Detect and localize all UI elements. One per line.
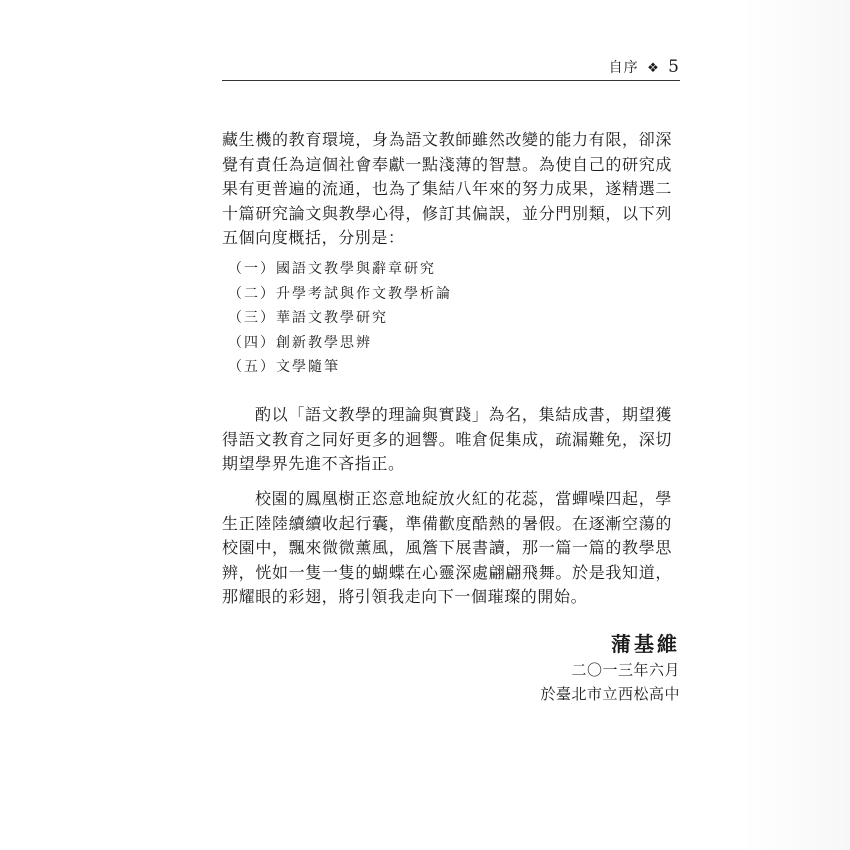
author-name: 蒲基維: [611, 632, 680, 656]
closing-paragraph: 校園的鳳凰樹正恣意地綻放火紅的花蕊，當蟬噪四起，學生正陸陸續續收起行囊，準備歡度酷熱的暑假。在逐漸空蕩的校園中，飄來微微薰風，風簷下展書讀，那一篇一篇的教學思辨，恍如一隻一隻的蝴蝶在心靈深處翩翩飛舞。於是我知道，那耀眼的彩翅，將引領我走向下一個璀璨的開始。: [222, 489, 672, 606]
category-item: （三）華語文教學研究: [228, 310, 388, 326]
section-title: 自序: [608, 60, 639, 76]
intro-paragraph: 藏生機的教育環境，身為語文教師雖然改變的能力有限，卻深覺有責任為這個社會奉獻一點淺薄的智慧。為使自己的研究成果有更普遍的流通，也為了集結八年來的努力成果，遂精選二十篇研究論文與教學心得，修訂其偏誤，並分門別類，以下列五個向度概括，分別是：: [222, 130, 672, 247]
signature-date: 二〇一三年六月: [571, 661, 680, 679]
category-item: （二）升學考試與作文教學析論: [228, 285, 452, 302]
signature-place: 於臺北市立西松高中: [540, 685, 680, 703]
category-item: （一）國語文教學與辭章研究: [228, 261, 436, 277]
page-number: 5: [668, 57, 680, 77]
ornament-icon: ❖: [647, 61, 660, 76]
category-item: （四）創新教學思辨: [228, 334, 372, 351]
running-head: [222, 58, 680, 78]
category-list: [228, 257, 452, 380]
page-edge-shadow: [740, 0, 850, 850]
category-item: （五）文學隨筆: [228, 359, 340, 375]
header-rule: [222, 80, 680, 81]
signature-block: [540, 630, 680, 706]
naming-paragraph: 酌以「語文教學的理論與實踐」為名，集結成書，期望獲得語文教育之同好更多的迴響。唯倉促集成，疏漏難免，深切期望學界先進不吝指正。: [222, 405, 672, 473]
